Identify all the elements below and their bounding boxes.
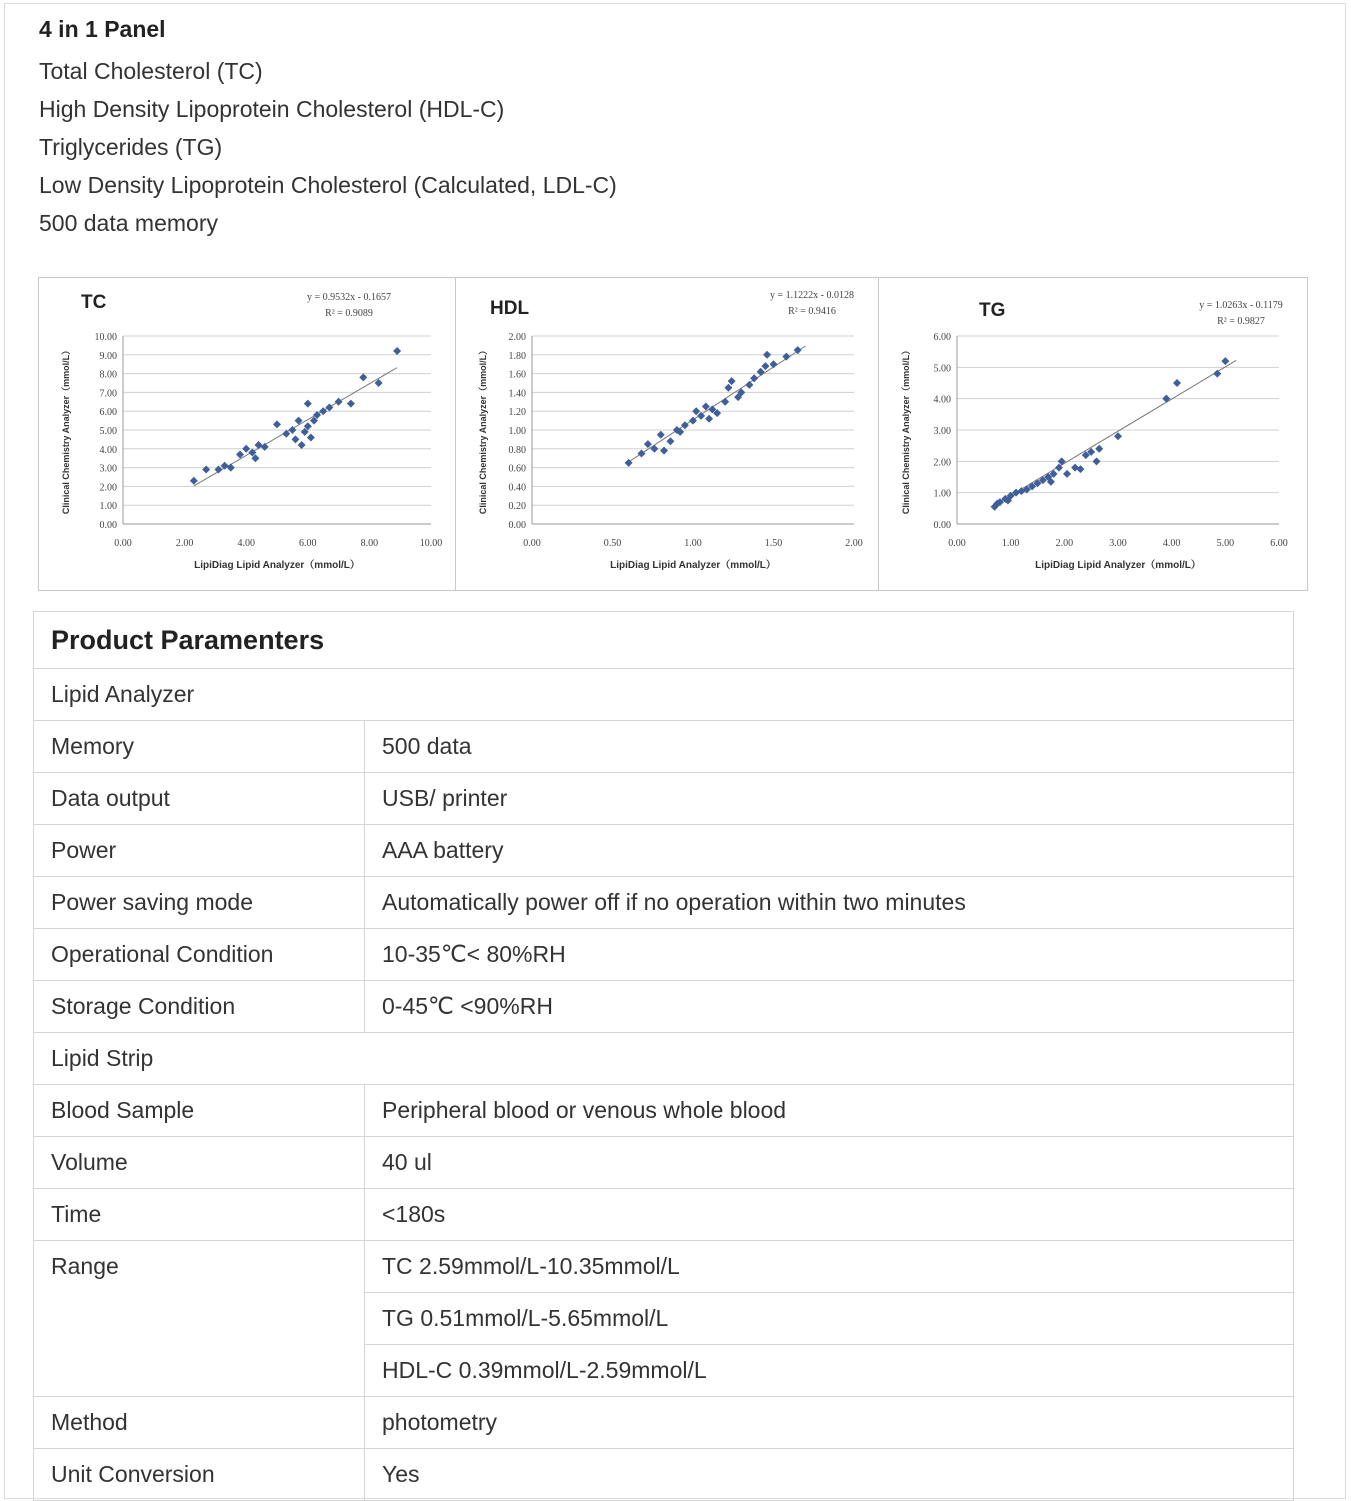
- chart-title-hdl: HDL: [490, 298, 530, 319]
- y-tick-label-tc: 0.00: [99, 520, 117, 531]
- y-tick-label-hdl: 1.00: [508, 426, 526, 437]
- data-point-tc: [359, 373, 367, 381]
- chart-title-tg: TG: [979, 300, 1006, 321]
- y-tick-label-hdl: 0.20: [508, 501, 526, 513]
- x-tick-label-tg: 0.00: [948, 538, 966, 549]
- param-value-blood-sample: Peripheral blood or venous whole blood: [365, 1085, 1294, 1137]
- param-value-method: photometry: [365, 1397, 1294, 1449]
- data-point-tc: [273, 420, 281, 428]
- x-tick-label-tc: 6.00: [299, 538, 317, 549]
- product-parameters-table: [33, 611, 1294, 1501]
- x-tick-label-hdl: 0.00: [523, 538, 541, 549]
- x-tick-label-hdl: 0.50: [603, 538, 622, 549]
- param-key-storage-condition: Storage Condition: [34, 981, 365, 1033]
- chart-panel-hdl: [456, 278, 879, 590]
- data-point-tc: [242, 445, 250, 453]
- r-squared-tg: R² = 0.9827: [1217, 316, 1265, 327]
- y-tick-label-hdl: 0.80: [508, 444, 526, 456]
- data-point-tc: [291, 435, 299, 443]
- param-value-power: AAA battery: [365, 825, 1294, 877]
- x-tick-label-hdl: 2.00: [845, 538, 863, 549]
- r-squared-hdl: R² = 0.9416: [788, 306, 836, 317]
- y-tick-label-tc: 6.00: [99, 407, 117, 419]
- data-point-tc: [221, 462, 229, 470]
- charts-strip: [38, 277, 1308, 591]
- table-row: [34, 1397, 1294, 1449]
- chart-panel-tc: [39, 278, 456, 590]
- y-tick-label-tg: 6.00: [933, 332, 951, 343]
- param-key-data-output: Data output: [34, 773, 365, 825]
- data-point-hdl: [782, 353, 790, 361]
- section-row-lipid-analyzer: [34, 669, 1294, 721]
- y-axis-label-tg: Clinical Chemistry Analyzer（mmol/L）: [901, 345, 911, 515]
- x-tick-label-tc: 4.00: [237, 538, 255, 549]
- data-point-hdl: [757, 368, 765, 376]
- param-key-unit-conversion: Unit Conversion: [34, 1449, 365, 1501]
- panel-heading: 4 in 1 Panel: [39, 16, 166, 42]
- intro-line-hdl: High Density Lipoprotein Cholesterol (HDL-C): [39, 96, 505, 122]
- y-tick-label-hdl: 2.00: [508, 332, 526, 343]
- data-point-hdl: [650, 445, 658, 453]
- param-value-power-saving: Automatically power off if no operation within two minutes: [365, 877, 1294, 929]
- param-key-memory: Memory: [34, 721, 365, 773]
- table-row: [34, 1449, 1294, 1501]
- data-point-hdl: [728, 377, 736, 385]
- y-tick-label-hdl: 0.00: [508, 520, 526, 531]
- data-point-hdl: [681, 421, 689, 429]
- y-tick-label-hdl: 1.80: [508, 350, 526, 362]
- table-row: [34, 1137, 1294, 1189]
- data-point-tc: [202, 465, 210, 473]
- data-point-tc: [255, 441, 263, 449]
- param-key-operational-condition: Operational Condition: [34, 929, 365, 981]
- param-key-range: Range: [34, 1241, 365, 1397]
- x-axis-label-tc: LipiDiag Lipid Analyzer（mmol/L）: [194, 560, 360, 571]
- y-tick-label-tc: 5.00: [99, 426, 117, 437]
- table-title-row: [34, 612, 1294, 669]
- y-tick-label-hdl: 1.60: [508, 369, 526, 381]
- chart-panel-tg: [879, 278, 1307, 590]
- param-value-time: <180s: [365, 1189, 1294, 1241]
- x-tick-label-tg: 3.00: [1109, 538, 1127, 549]
- data-point-tg: [1173, 379, 1181, 387]
- table-row: [34, 773, 1294, 825]
- y-tick-label-hdl: 0.60: [508, 463, 526, 475]
- y-tick-label-hdl: 1.40: [508, 388, 526, 400]
- x-axis-label-tg: LipiDiag Lipid Analyzer（mmol/L）: [1035, 560, 1201, 571]
- x-tick-label-tg: 2.00: [1055, 538, 1074, 549]
- data-point-tc: [393, 347, 401, 355]
- table-row: [34, 721, 1294, 773]
- param-key-power: Power: [34, 825, 365, 877]
- data-point-hdl: [637, 450, 645, 458]
- intro-line-ldl: Low Density Lipoprotein Cholesterol (Calculated, LDL-C): [39, 172, 617, 198]
- y-tick-label-tg: 3.00: [933, 426, 951, 437]
- x-tick-label-tc: 8.00: [360, 538, 379, 549]
- param-key-volume: Volume: [34, 1137, 365, 1189]
- table-row: [34, 1189, 1294, 1241]
- data-point-tc: [325, 403, 333, 411]
- data-point-tg: [1221, 357, 1229, 365]
- y-tick-label-tc: 3.00: [99, 463, 117, 475]
- chart-title-tc: TC: [81, 292, 107, 313]
- y-axis-label-hdl: Clinical Chemistry Analyzer（mmol/L）: [478, 345, 488, 515]
- y-tick-label-tg: 0.00: [933, 520, 951, 531]
- data-point-tc: [261, 443, 269, 451]
- x-tick-label-tg: 1.00: [1001, 538, 1020, 549]
- data-point-tc: [298, 441, 306, 449]
- trendline-tg: [995, 360, 1237, 505]
- table-row: [34, 1085, 1294, 1137]
- data-point-hdl: [745, 381, 753, 389]
- y-tick-label-tg: 4.00: [933, 394, 951, 406]
- data-point-hdl: [724, 384, 732, 392]
- section-lipid-strip: Lipid Strip: [34, 1033, 1294, 1085]
- param-value-range-tg: TG 0.51mmol/L-5.65mmol/L: [365, 1293, 1294, 1345]
- data-point-hdl: [770, 360, 778, 368]
- param-value-operational-condition: 10-35℃< 80%RH: [365, 929, 1294, 981]
- x-tick-label-tc: 10.00: [419, 538, 443, 549]
- x-tick-label-tg: 4.00: [1162, 538, 1181, 549]
- regression-equation-tg: y = 1.0263x - 0.1179: [1199, 300, 1283, 311]
- x-tick-label-hdl: 1.50: [764, 538, 783, 549]
- y-tick-label-hdl: 1.20: [508, 407, 526, 419]
- data-point-tg: [1162, 395, 1170, 403]
- intro-line-memory: 500 data memory: [39, 210, 218, 236]
- x-tick-label-tc: 0.00: [114, 538, 132, 549]
- param-key-time: Time: [34, 1189, 365, 1241]
- y-tick-label-tc: 4.00: [99, 444, 117, 456]
- param-value-data-output: USB/ printer: [365, 773, 1294, 825]
- y-axis-label-tc: Clinical Chemistry Analyzer（mmol/L）: [61, 345, 71, 515]
- x-tick-label-tc: 2.00: [175, 538, 194, 549]
- data-point-tc: [304, 400, 312, 408]
- data-point-tg: [1095, 445, 1103, 453]
- table-title: Product Paramenters: [34, 612, 1294, 669]
- data-point-tc: [227, 464, 235, 472]
- regression-equation-tc: y = 0.9532x - 0.1657: [307, 292, 391, 303]
- y-tick-label-tg: 5.00: [933, 363, 951, 375]
- x-axis-label-hdl: LipiDiag Lipid Analyzer（mmol/L）: [610, 560, 776, 571]
- y-tick-label-tg: 1.00: [933, 488, 951, 500]
- table-row: [34, 1241, 1294, 1293]
- x-tick-label-tg: 6.00: [1270, 538, 1288, 549]
- data-point-hdl: [657, 431, 665, 439]
- data-point-tc: [319, 407, 327, 415]
- data-point-hdl: [763, 351, 771, 359]
- intro-line-tc: Total Cholesterol (TC): [39, 58, 263, 84]
- param-value-volume: 40 ul: [365, 1137, 1294, 1189]
- intro-section: [39, 14, 617, 242]
- param-key-power-saving: Power saving mode: [34, 877, 365, 929]
- data-point-tc: [214, 465, 222, 473]
- param-value-memory: 500 data: [365, 721, 1294, 773]
- trendline-hdl: [629, 346, 806, 462]
- data-point-tg: [1213, 370, 1221, 378]
- data-point-hdl: [721, 398, 729, 406]
- chart-tc: [39, 278, 455, 590]
- data-point-hdl: [705, 415, 713, 423]
- param-value-range-tc: TC 2.59mmol/L-10.35mmol/L: [365, 1241, 1294, 1293]
- y-tick-label-tc: 9.00: [99, 350, 117, 362]
- param-value-storage-condition: 0-45℃ <90%RH: [365, 981, 1294, 1033]
- param-value-unit-conversion: Yes: [365, 1449, 1294, 1501]
- data-point-hdl: [761, 362, 769, 370]
- data-point-tg: [1063, 470, 1071, 478]
- chart-tg: [879, 278, 1307, 590]
- table-row: [34, 825, 1294, 877]
- section-row-lipid-strip: [34, 1033, 1294, 1085]
- y-tick-label-tc: 8.00: [99, 369, 117, 381]
- data-point-tc: [307, 434, 315, 442]
- y-tick-label-hdl: 0.40: [508, 482, 526, 494]
- table-row: [34, 981, 1294, 1033]
- intro-line-tg: Triglycerides (TG): [39, 134, 223, 160]
- data-point-hdl: [660, 447, 668, 455]
- section-lipid-analyzer: Lipid Analyzer: [34, 669, 1294, 721]
- table-row: [34, 877, 1294, 929]
- param-key-blood-sample: Blood Sample: [34, 1085, 365, 1137]
- regression-equation-hdl: y = 1.1222x - 0.0128: [770, 290, 854, 301]
- y-tick-label-tc: 10.00: [94, 332, 117, 343]
- x-tick-label-hdl: 1.00: [684, 538, 702, 549]
- param-key-method: Method: [34, 1397, 365, 1449]
- y-tick-label-tg: 2.00: [933, 457, 951, 469]
- data-point-tc: [335, 398, 343, 406]
- data-point-tc: [190, 477, 198, 485]
- y-tick-label-tc: 7.00: [99, 388, 117, 400]
- data-point-tc: [347, 400, 355, 408]
- y-tick-label-tc: 1.00: [99, 501, 117, 513]
- x-tick-label-tg: 5.00: [1216, 538, 1235, 549]
- data-point-hdl: [666, 437, 674, 445]
- param-value-range-hdl: HDL-C 0.39mmol/L-2.59mmol/L: [365, 1345, 1294, 1397]
- y-tick-label-tc: 2.00: [99, 482, 117, 494]
- chart-hdl: [456, 278, 878, 590]
- r-squared-tc: R² = 0.9089: [325, 308, 373, 319]
- table-row: [34, 929, 1294, 981]
- data-point-tg: [1093, 457, 1101, 465]
